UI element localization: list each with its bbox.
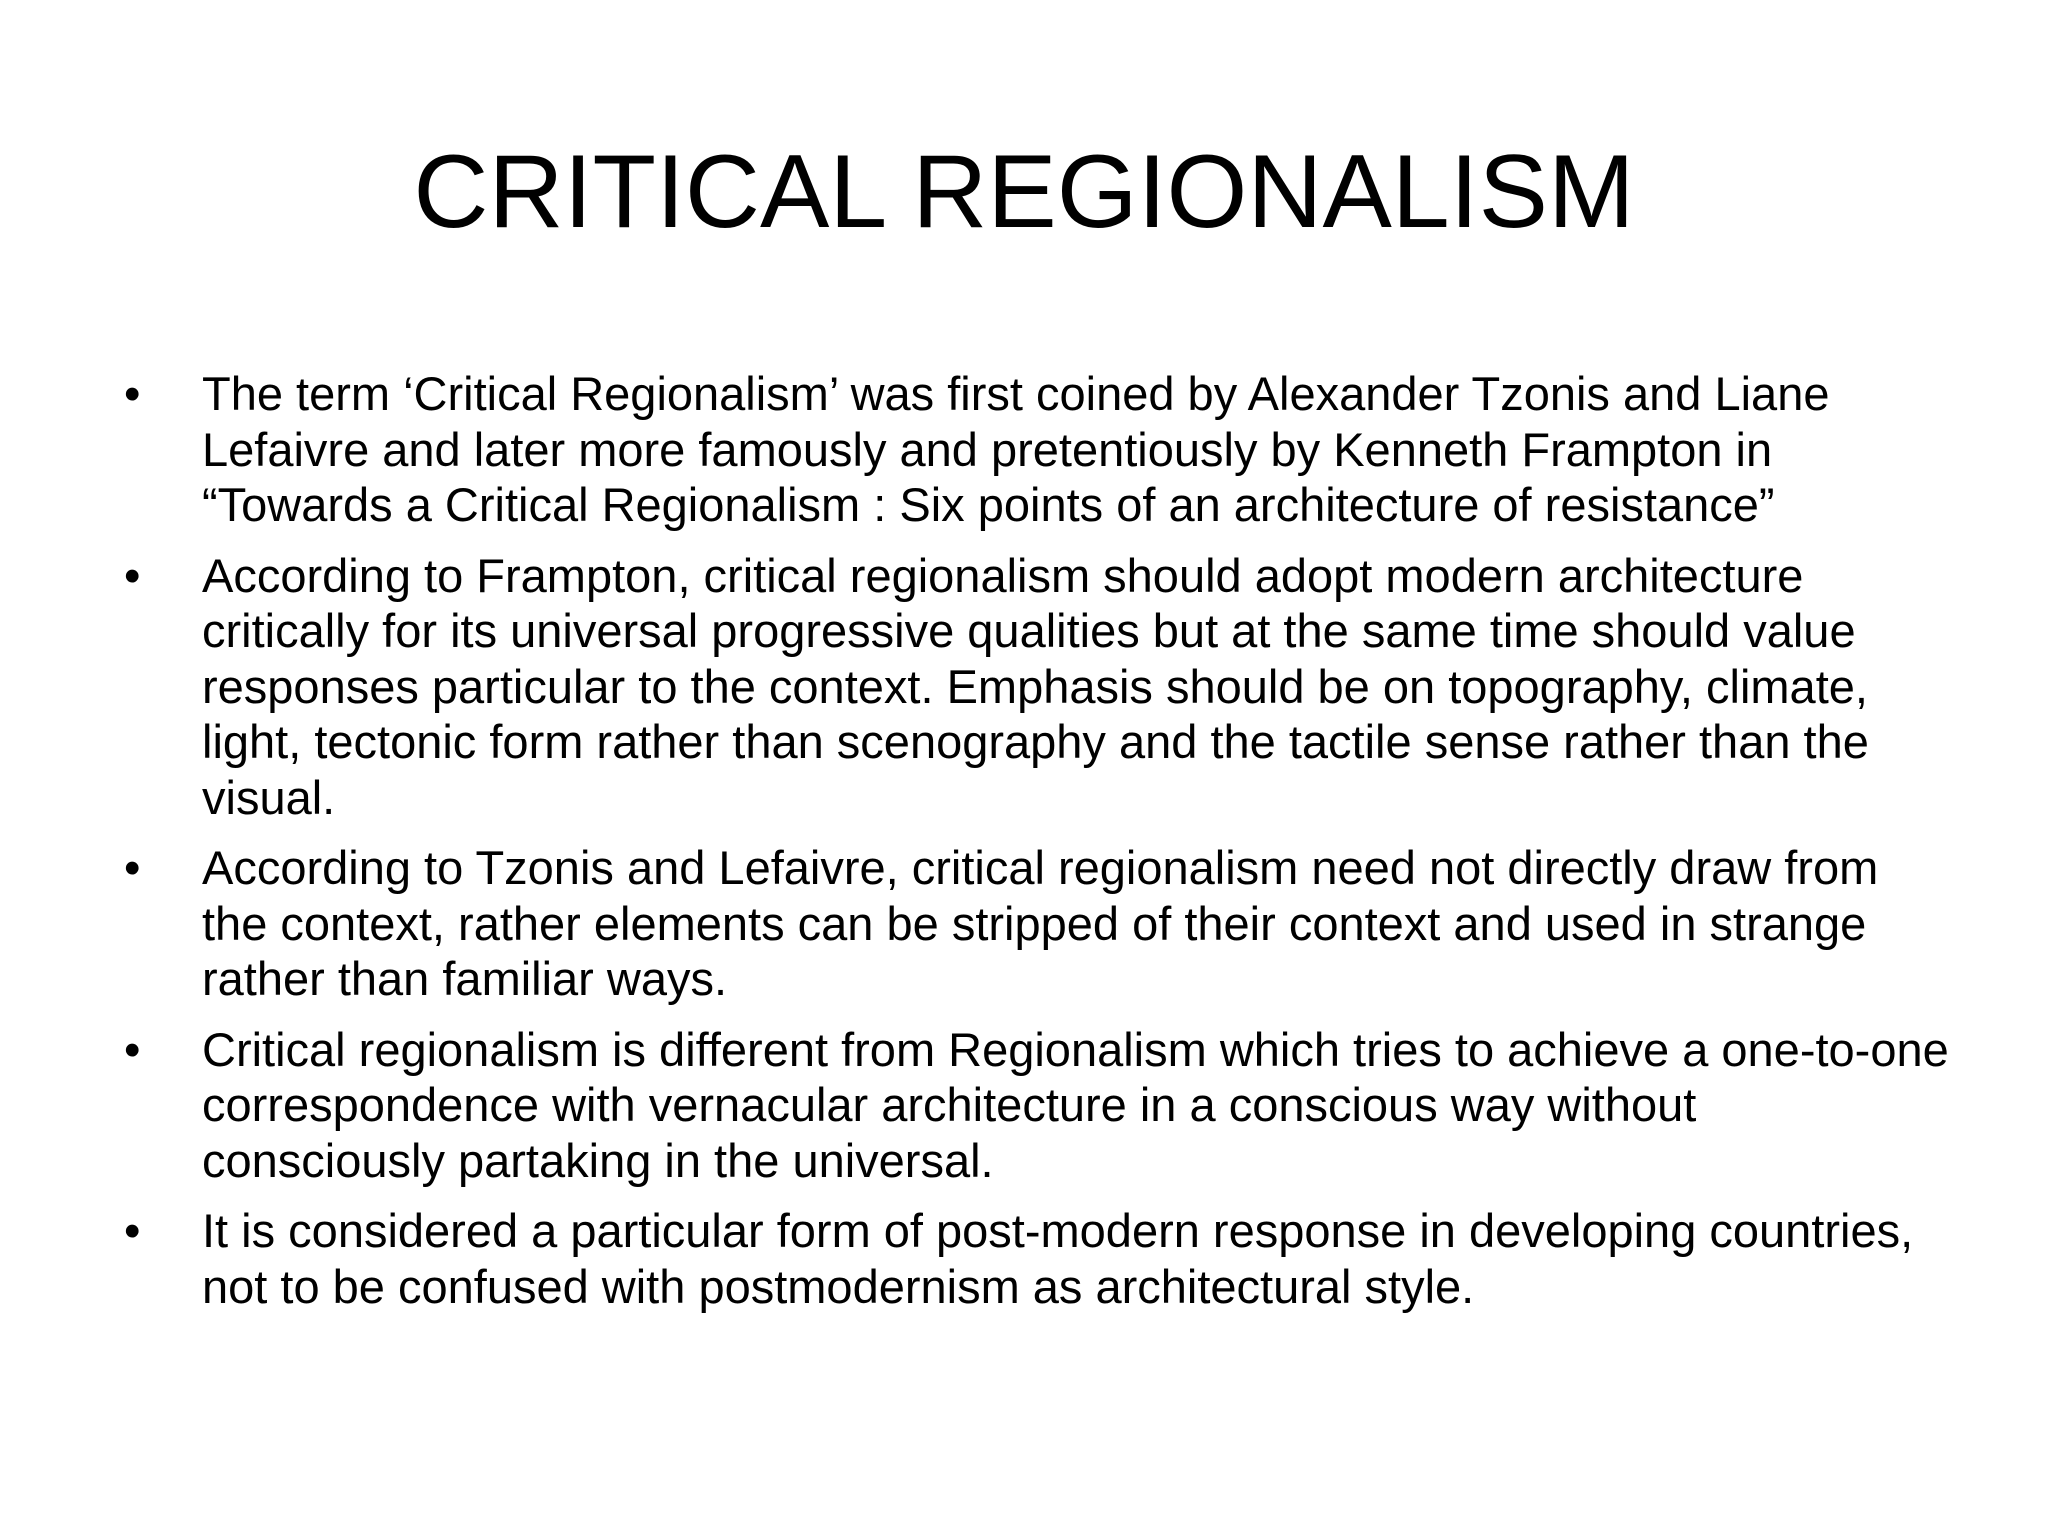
bullet-list: [120, 366, 1950, 1329]
bullet-marker: •: [124, 367, 141, 420]
bullet-item: [120, 1022, 1950, 1189]
bullet-text: According to Tzonis and Lefaivre, critical regionalism need not directly draw from the context, rather elements can be stripped of their context and used in strange rather than familiar ways.: [202, 841, 1879, 1005]
bullet-marker: •: [124, 548, 141, 602]
bullet-marker: •: [124, 1204, 141, 1257]
bullet-item: [120, 366, 1950, 533]
bullet-text: The term ‘Critical Regionalism’ was first coined by Alexander Tzonis and Liane Lefaivre and later more famously and pretentiously by Kenneth Frampton in “Towards a Critical Regionalism : Six points of an architecture of resistance”: [202, 367, 1830, 531]
bullet-text: According to Frampton, critical regionalism should adopt modern architecture critically for its universal progressive qualities but at the same time should value responses particular to the context. Emphasis should be on topography, climate, light, tectonic form rather than scenography and the tactile sense rather than the visual.: [202, 548, 1869, 824]
bullet-text: Critical regionalism is different from Regionalism which tries to achieve a one-to-one correspondence with vernacular architecture in a conscious way without consciously partaking in the universal.: [202, 1022, 1949, 1187]
slide-title: CRITICAL REGIONALISM: [413, 134, 1635, 250]
bullet-item: [120, 548, 1950, 826]
bullet-marker: •: [124, 1022, 141, 1076]
bullet-item: [120, 1203, 1950, 1314]
bullet-item: [120, 840, 1950, 1007]
bullet-marker: •: [124, 841, 141, 894]
bullet-text: It is considered a particular form of post-modern response in developing countries, not to be confused with postmodernism as architectural style.: [202, 1204, 1914, 1313]
